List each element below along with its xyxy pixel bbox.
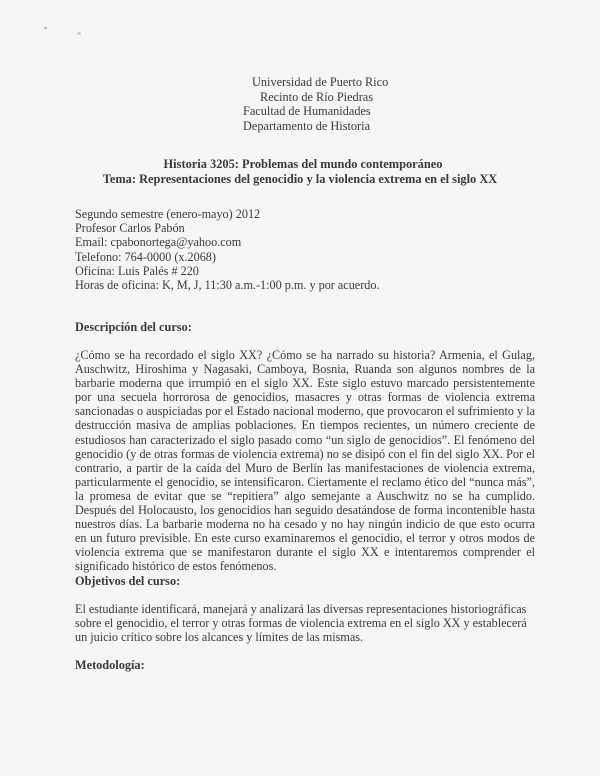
description-heading: Descripción del curso: — [75, 320, 192, 334]
course-info — [75, 207, 380, 292]
course-theme: Tema: Representaciones del genocidio y la violencia extrema en el siglo XX — [102, 171, 498, 186]
university-name: Universidad de Puerto Rico — [252, 75, 389, 89]
semester: Segundo semestre (enero-mayo) 2012 — [75, 207, 261, 221]
scan-speck — [77, 32, 81, 35]
objectives-section — [75, 574, 535, 644]
description-body: ¿Cómo se ha recordado el siglo XX? ¿Cómo se ha narrado su historia? Armenia, el Gulag, Auschwitz, Hiroshima y Nagasaki, Camboya, Bosnia, Ruanda son algunos nombres de la barbarie moderna que irrumpió en el siglo XX. Este siglo estuvo marcado persistentemente por una secuela horrorosa de genocidios, masacres y otras formas de violencia extrema sancionadas o auspiciadas por el Estado nacional moderno, que provocaron el sufrimiento y la destrucción masiva de amplias poblaciones. En tiempos recientes, un número creciente de estudiosos han caracterizado el siglo pasado como “un siglo de genocidios”. El fenómeno del genocidio (y de otras formas de violencia extrema) no se disipó con el fin del siglo XX. Por el contrario, a partir de la caída del Muro de Berlín las manifestaciones de violencia extrema, particularmente el genocidio, se intensificaron. Ciertamente el reclamo ético del “nunca más”, la promesa de evitar que se “repitiera” algo semejante a Auschwitz no se ha cumplido. Después del Holocausto, los genocidios han seguido desatándose de forma incontenible hasta nuestros días. La barbarie moderna no ha cesado y no hay ningún indicio de que esto ocurra en un futuro previsible. En este curso examinaremos el genocidio, el terror y otros modos de violencia extrema que se manifestaron durante el siglo XX e intentaremos comprender el significado histórico de estos fenómenos. — [75, 348, 535, 574]
campus-name: Recinto de Río Piedras — [260, 89, 374, 104]
department-name: Departamento de Historia — [243, 118, 371, 133]
institution-header — [243, 75, 388, 133]
description-section — [75, 320, 535, 574]
objectives-heading: Objetivos del curso: — [75, 574, 181, 588]
course-title: Historia 3205: Problemas del mundo contemporáneo — [163, 157, 443, 171]
office: Oficina: Luis Palés # 220 — [75, 263, 199, 278]
email: Email: cpabonortega@yahoo.com — [75, 235, 242, 250]
professor: Profesor Carlos Pabón — [75, 221, 185, 236]
phone: Telefono: 764-0000 (x.2068) — [75, 249, 216, 264]
methodology-heading: Metodología: — [75, 658, 145, 672]
methodology-section — [75, 658, 535, 673]
faculty-name: Facultad de Humanidades — [243, 104, 371, 118]
course-titles — [0, 157, 600, 186]
objectives-body: El estudiante identificará, manejará y analizará las diversas representaciones historiográficas sobre el genocidio, el terror y otras formas de violencia extrema en el siglo XX y establecerá un juicio crítico sobre los alcances y límites de las mismas. — [75, 602, 527, 645]
scan-speck — [44, 27, 47, 29]
office-hours: Horas de oficina: K, M, J, 11:30 a.m.-1:00 p.m. y por acuerdo. — [75, 278, 380, 293]
